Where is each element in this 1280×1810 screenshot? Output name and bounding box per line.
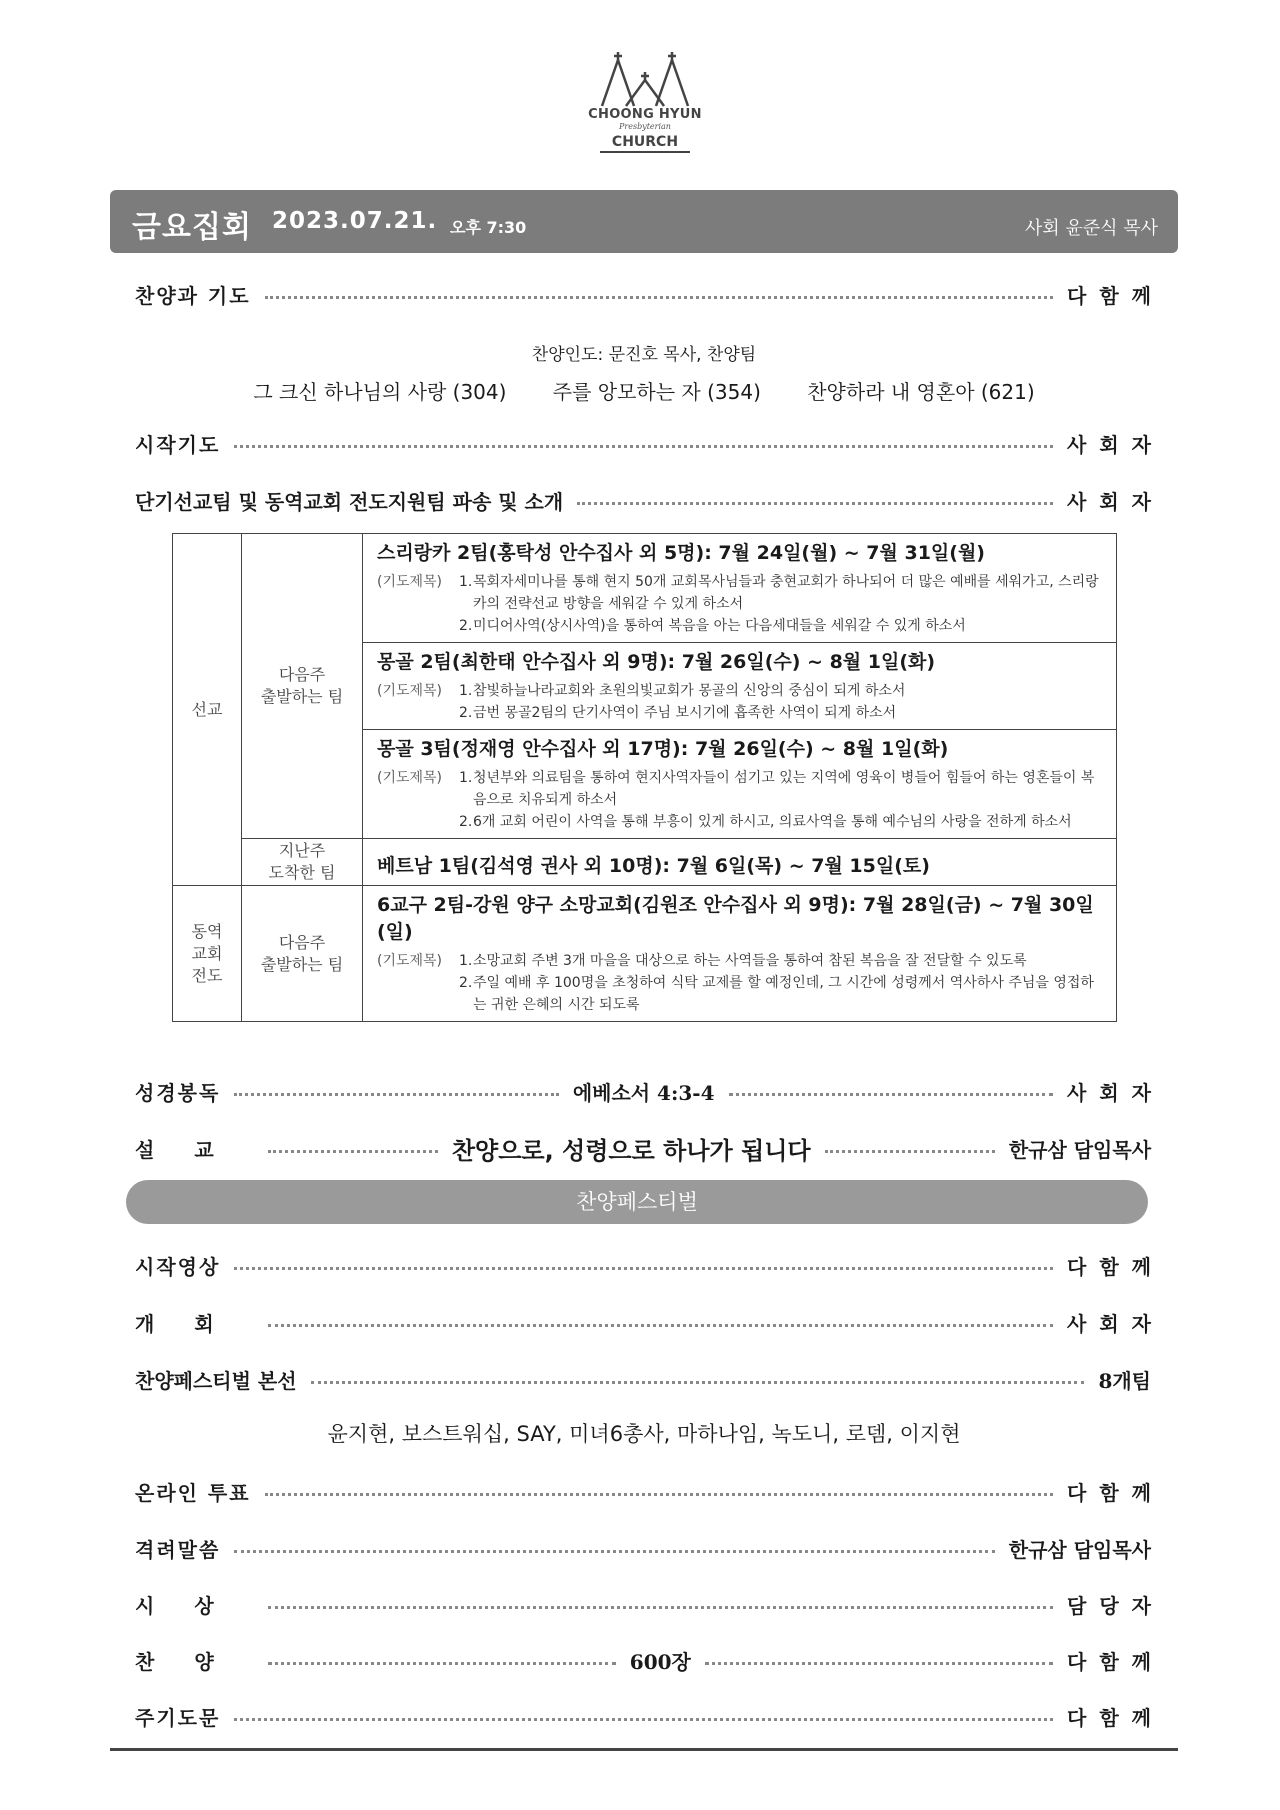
order-row-opening-prayer <box>135 426 1164 460</box>
leader-dots <box>265 1493 1053 1496</box>
mission-table <box>172 533 1117 1022</box>
logo-line1: CHOONG HYUN <box>588 107 702 122</box>
order-label: 주기도문 <box>135 1705 221 1730</box>
logo-line2: Presbyterian <box>619 122 671 131</box>
prayer-item: 참빛하늘나라교회와 초원의빛교회가 몽골의 신앙의 중심이 되게 하소서 <box>473 683 906 699</box>
team-cell <box>363 839 1117 886</box>
leader-dots <box>729 1093 1054 1096</box>
prayer-label: (기도제목) <box>377 683 443 699</box>
order-right: 다함께 <box>1067 1254 1164 1279</box>
order-row-praise <box>135 277 1164 311</box>
prayer-item: 미디어사역(상시사역)을 통하여 복음을 아는 다음세대들을 세워갈 수 있게 하소서 <box>473 618 966 634</box>
leader-dots <box>234 1718 1053 1721</box>
leader-dots <box>268 1324 1053 1327</box>
song-item: 찬양하라 내 영혼아 (621) <box>807 380 1035 404</box>
team-cell <box>363 534 1117 643</box>
prayer-label: (기도제목) <box>377 953 443 969</box>
page-title: 금요집회 <box>132 210 252 245</box>
order-row-opening-video <box>135 1248 1164 1282</box>
leader-dots <box>268 1150 438 1153</box>
prayer-label: (기도제목) <box>377 574 443 590</box>
church-logo <box>580 50 710 168</box>
order-row-sermon <box>135 1131 1151 1165</box>
subcat-next-week: 다음주 출발하는 팀 <box>242 886 363 1022</box>
scripture-reference: 에베소서 4:3-4 <box>572 1080 715 1105</box>
song-item: 주를 앙모하는 자 (354) <box>552 380 761 404</box>
order-label: 성경봉독 <box>135 1080 221 1105</box>
song-list <box>110 376 1178 405</box>
order-right: 사회자 <box>1067 432 1164 457</box>
leader-dots <box>268 1606 1053 1609</box>
team-cell <box>363 643 1117 730</box>
order-label: 시작기도 <box>135 432 221 457</box>
order-label: 설교 <box>135 1137 254 1162</box>
subcat-next-week: 다음주 출발하는 팀 <box>242 534 363 839</box>
order-right: 사회자 <box>1067 489 1164 514</box>
service-date: 2023.07.21. <box>272 208 438 234</box>
order-right: 다함께 <box>1067 283 1164 308</box>
sermon-title: 찬양으로, 성령으로 하나가 됩니다 <box>451 1136 811 1165</box>
order-right: 담당자 <box>1067 1593 1164 1618</box>
order-label: 개회 <box>135 1311 254 1336</box>
team-cell <box>363 886 1117 1022</box>
hymn-number: 600장 <box>629 1649 691 1674</box>
order-label: 단기선교팀 및 동역교회 전도지원팀 파송 및 소개 <box>135 489 564 514</box>
prayer-item: 목회자세미나를 통해 현지 50개 교회목사님들과 충현교회가 하나되어 더 많은 예배를 세워가고, 스리랑카의 전략선교 방향을 세워갈 수 있게 하소서 <box>473 574 1099 612</box>
order-row-dispatch <box>135 483 1164 517</box>
order-row-encouragement <box>135 1531 1151 1565</box>
order-label: 시상 <box>135 1593 254 1618</box>
order-row-opening <box>135 1305 1164 1339</box>
prayer-list: (기도제목) 1. 참빛하늘나라교회와 초원의빛교회가 몽골의 신앙의 중심이 되게 하소서 2. 금번 몽골2팀의 단기사역이 주님 보시기에 흡족한 사역이 되게 하소서 <box>377 680 1104 724</box>
prayer-list: (기도제목) 1. 소망교회 주변 3개 마을을 대상으로 하는 사역들을 통하여 참된 복음을 잘 전달할 수 있도록 2. 주일 예배 후 100명을 초청하여 식탁 교제를 할 예정인데, 그 시간에 성령께서 역사하사 주님을 영접하는 귀한 은혜의 시간 되도록 <box>377 950 1104 1016</box>
subcat-last-week: 지난주 도착한 팀 <box>242 839 363 886</box>
finalist-teams: 윤지현, 보스트워십, SAY, 미녀6총사, 마하나임, 녹도니, 로뎀, 이지현 <box>327 1422 961 1446</box>
leader-dots <box>825 1150 995 1153</box>
logo-line3: CHURCH <box>600 135 690 153</box>
order-right: 다함께 <box>1067 1649 1164 1674</box>
praise-leader: 찬양인도: 문진호 목사, 찬양팀 <box>531 345 757 365</box>
prayer-item: 주일 예배 후 100명을 초청하여 식탁 교제를 할 예정인데, 그 시간에 성령께서 역사하사 주님을 영접하는 귀한 은혜의 시간 되도록 <box>473 975 1094 1013</box>
order-right: 한규삼 담임목사 <box>1008 1537 1151 1562</box>
order-right: 한규삼 담임목사 <box>1008 1137 1152 1162</box>
team-cell <box>363 730 1117 839</box>
header-bar <box>110 190 1178 253</box>
bottom-divider <box>110 1748 1178 1751</box>
prayer-item: 6개 교회 어린이 사역을 통해 부흥이 있게 하시고, 의료사역을 통해 예수님의 사랑을 전하게 하소서 <box>473 814 1072 830</box>
team-name: 베트남 1팀(김석영 권사 외 10명): 7월 6일(목) ~ 7월 15일(토) <box>377 854 930 877</box>
team-name: 몽골 2팀(최한태 안수집사 외 9명): 7월 26일(수) ~ 8월 1일(화) <box>377 651 936 673</box>
prayer-item: 청년부와 의료팀을 통하여 현지사역자들이 섬기고 있는 지역에 영육이 병들어 힘들어 하는 영혼들이 복음으로 치유되게 하소서 <box>473 770 1095 808</box>
order-label: 찬양페스티벌 본선 <box>135 1368 297 1393</box>
song-item: 그 크신 하나님의 사랑 (304) <box>253 380 507 404</box>
order-row-vote <box>135 1474 1164 1508</box>
order-row-lords-prayer <box>135 1699 1164 1733</box>
order-row-hymn <box>135 1643 1164 1677</box>
prayer-list: (기도제목) 1. 목회자세미나를 통해 현지 50개 교회목사님들과 충현교회가 하나되어 더 많은 예배를 세워가고, 스리랑카의 전략선교 방향을 세워갈 수 있게 하소서 2. 미디어사역(상시사역)을 통하여 복음을 아는 다음세대들을 세워갈 수 있게 하소서 <box>377 571 1104 637</box>
presider: 사회 윤준식 목사 <box>1024 218 1158 239</box>
leader-dots <box>265 296 1053 299</box>
leader-dots <box>577 502 1053 505</box>
service-time: 오후 7:30 <box>450 218 527 237</box>
prayer-list: (기도제목) 1. 청년부와 의료팀을 통하여 현지사역자들이 섬기고 있는 지역에 영육이 병들어 힘들어 하는 영혼들이 복음으로 치유되게 하소서 2. 6개 교회 어린이 사역을 통해 부흥이 있게 하시고, 의료사역을 통해 예수님의 사랑을 전하게 하소서 <box>377 767 1104 833</box>
prayer-label: (기도제목) <box>377 770 443 786</box>
team-name: 스리랑카 2팀(홍탁성 안수집사 외 5명): 7월 24일(월) ~ 7월 31일(월) <box>377 542 985 564</box>
church-spires-icon <box>590 50 700 108</box>
festival-section-title: 찬양페스티벌 <box>126 1180 1148 1224</box>
leader-dots <box>234 1550 995 1553</box>
category-mission: 선교 <box>173 534 242 886</box>
order-row-finals <box>135 1362 1151 1396</box>
team-name: 몽골 3팀(정재영 안수집사 외 17명): 7월 26일(수) ~ 8월 1일(화) <box>377 738 949 760</box>
order-right: 다함께 <box>1067 1480 1164 1505</box>
order-label: 찬양 <box>135 1649 254 1674</box>
category-church-evangelism: 동역 교회 전도 <box>173 886 242 1022</box>
order-row-scripture <box>135 1074 1164 1108</box>
order-label: 시작영상 <box>135 1254 221 1279</box>
order-label: 찬양과 기도 <box>135 283 251 308</box>
leader-dots <box>234 1093 559 1096</box>
order-label: 격려말씀 <box>135 1537 221 1562</box>
order-right: 사회자 <box>1067 1080 1164 1105</box>
order-label: 온라인 투표 <box>135 1480 251 1505</box>
order-right: 사회자 <box>1067 1311 1164 1336</box>
order-right: 다함께 <box>1067 1705 1164 1730</box>
leader-dots <box>234 445 1053 448</box>
leader-dots <box>311 1381 1085 1384</box>
order-row-awards <box>135 1587 1164 1621</box>
leader-dots <box>234 1267 1053 1270</box>
leader-dots <box>268 1662 616 1665</box>
order-right: 8개팀 <box>1098 1368 1151 1393</box>
team-name: 6교구 2팀-강원 양구 소망교회(김원조 안수집사 외 9명): 7월 28일(금) ~ 7월 30일(일) <box>377 894 1094 943</box>
prayer-item: 소망교회 주변 3개 마을을 대상으로 하는 사역들을 통하여 참된 복음을 잘 전달할 수 있도록 <box>473 953 1027 969</box>
leader-dots <box>705 1662 1053 1665</box>
prayer-item: 금번 몽골2팀의 단기사역이 주님 보시기에 흡족한 사역이 되게 하소서 <box>473 705 897 721</box>
